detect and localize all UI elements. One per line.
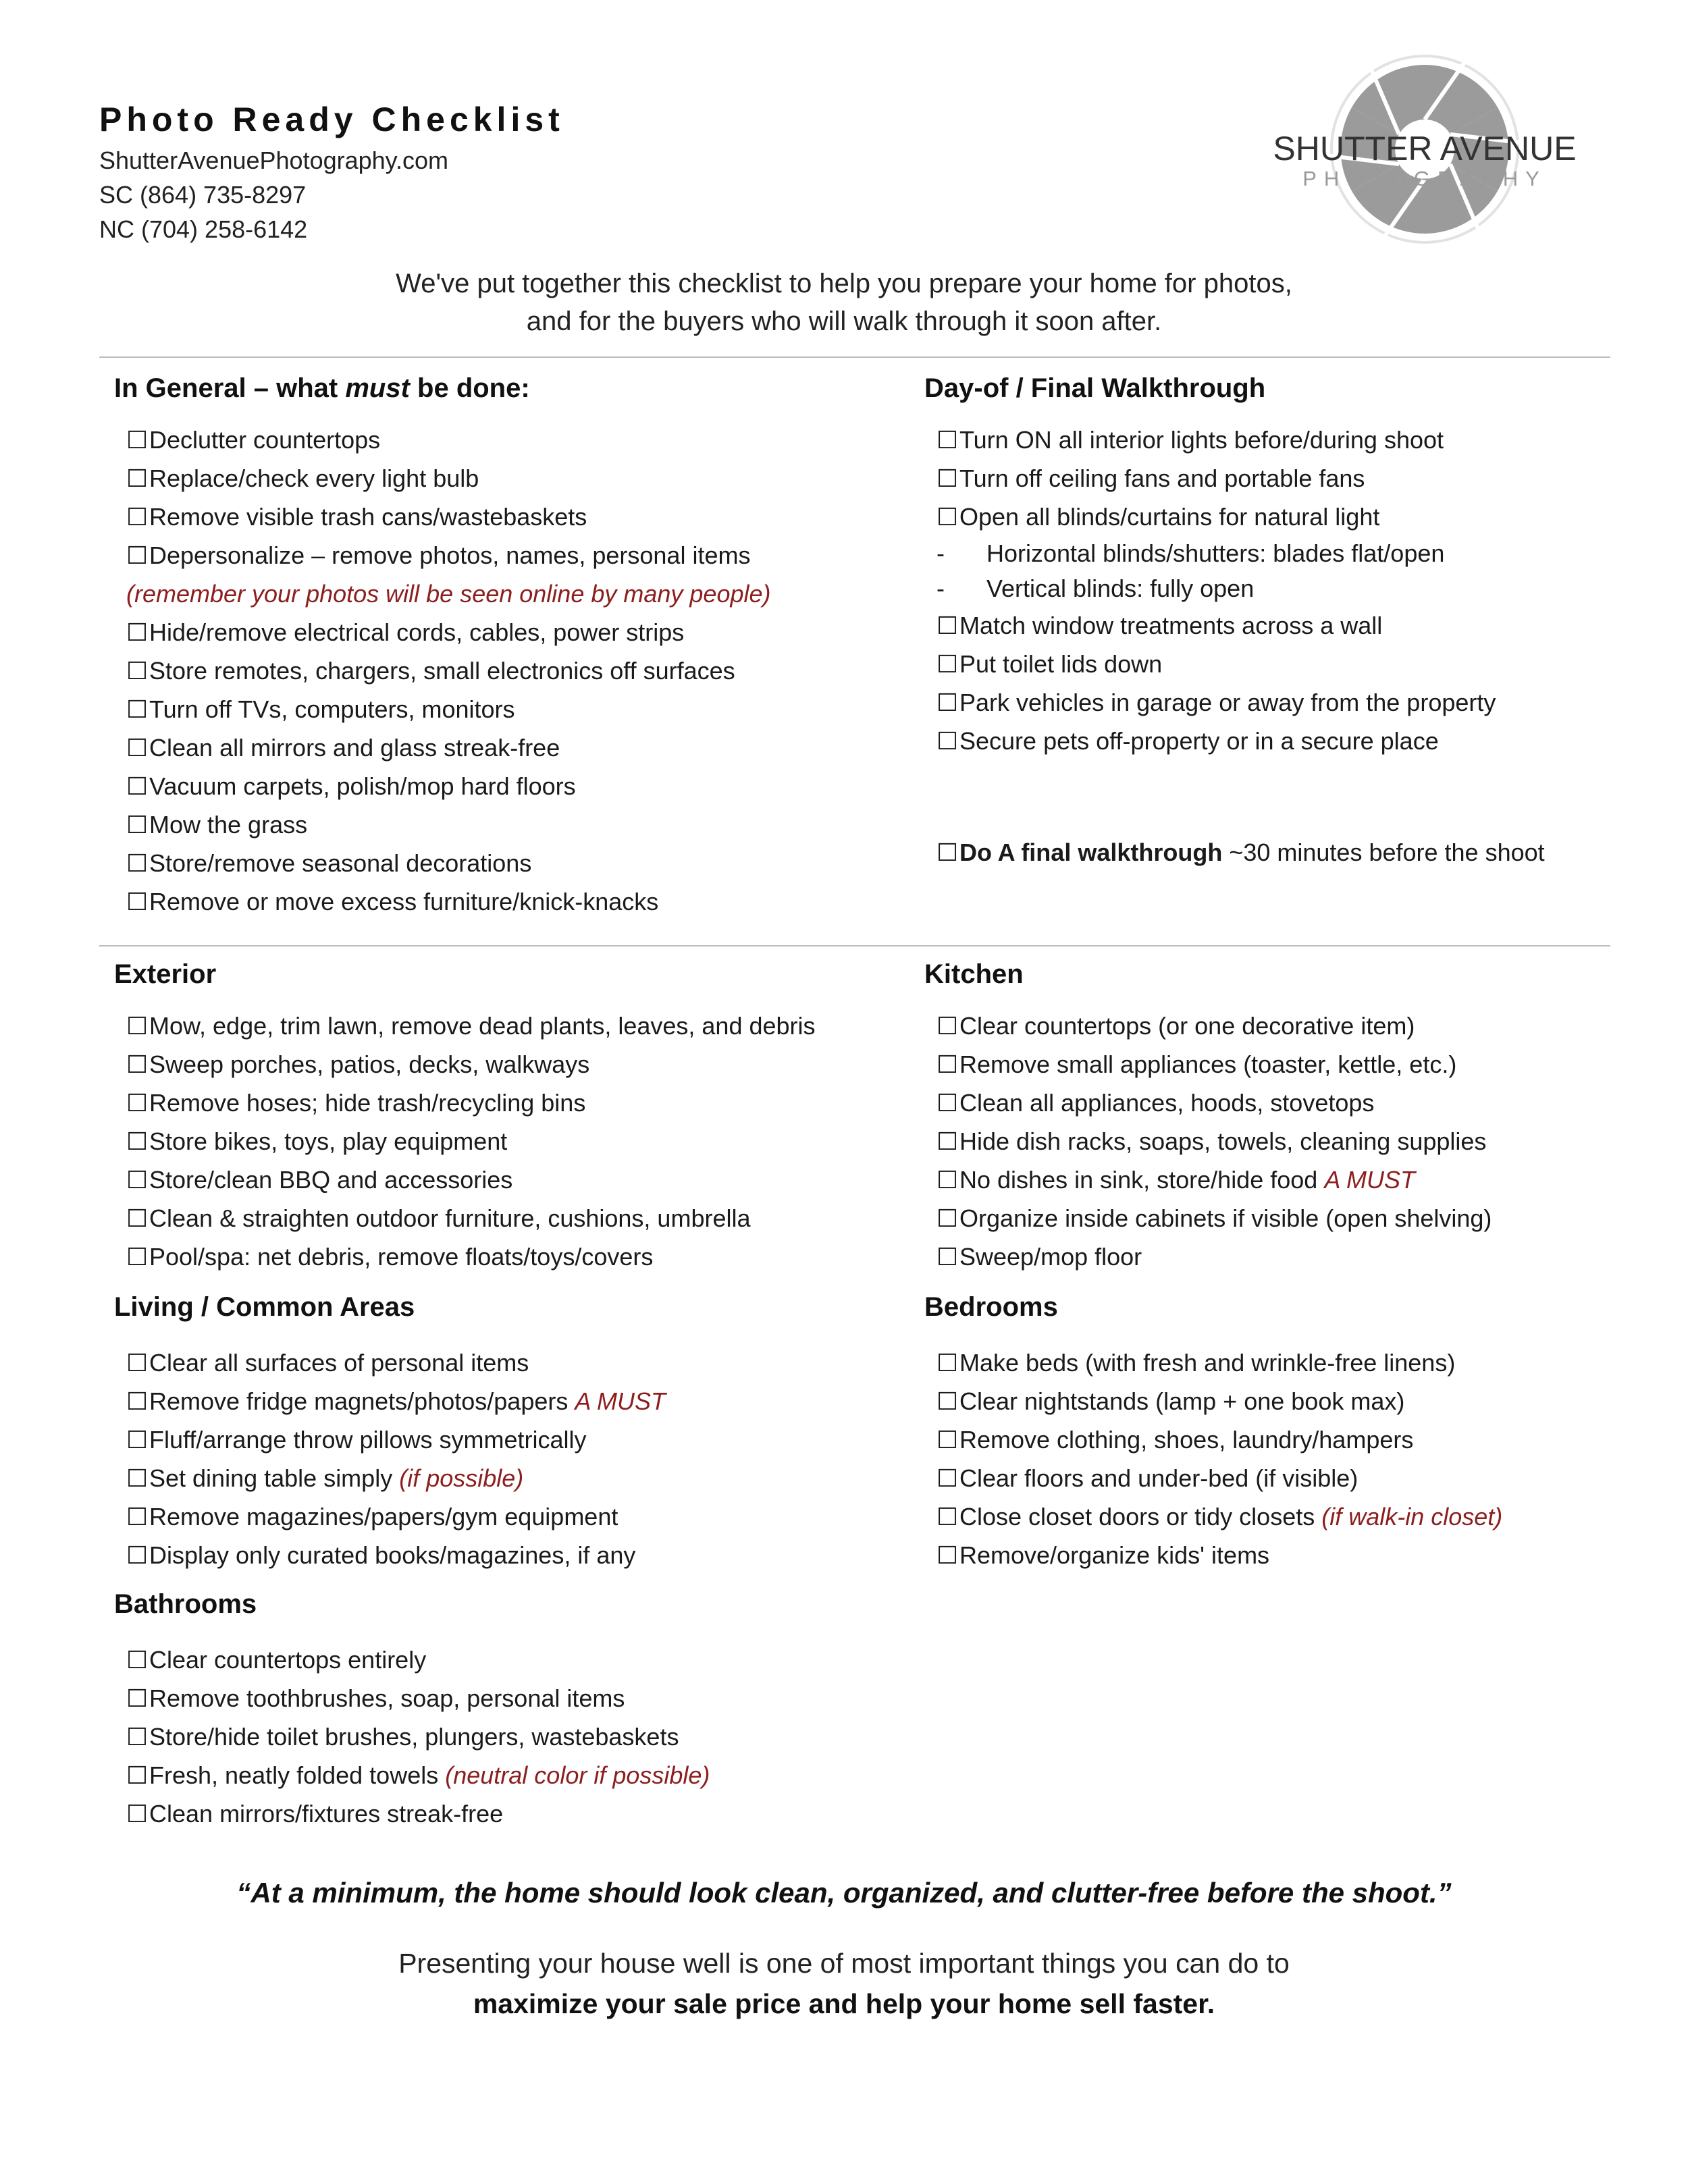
checklist-item[interactable]: ☐Match window treatments across a wall <box>937 606 1686 645</box>
checklist-item[interactable]: ☐Depersonalize – remove photos, names, personal items <box>126 536 876 575</box>
logo-subtitle: PHOTOGRAPHY <box>1302 167 1547 190</box>
section-general <box>99 368 876 921</box>
section-dayof <box>909 368 1686 872</box>
checklist-item[interactable]: ☐Declutter countertops <box>126 421 876 459</box>
checklist-item[interactable]: ☐Hide/remove electrical cords, cables, power strips <box>126 613 876 651</box>
checkbox-icon[interactable]: ☐ <box>126 734 149 762</box>
checklist-item[interactable]: ☐Clean all mirrors and glass streak-free <box>126 728 876 767</box>
checklist-item[interactable]: ☐Store/clean BBQ and accessories <box>126 1161 876 1199</box>
website-link[interactable]: ShutterAvenuePhotography.com <box>99 147 449 174</box>
checklist-item[interactable]: ☐Remove toothbrushes, soap, personal items <box>126 1679 876 1717</box>
checkbox-icon[interactable]: ☐ <box>937 1127 959 1155</box>
checklist-item[interactable]: ☐Mow, edge, trim lawn, remove dead plants, leaves, and debris <box>126 1007 876 1045</box>
checkbox-icon[interactable]: ☐ <box>937 464 959 492</box>
checkbox-icon[interactable]: ☐ <box>126 1349 149 1377</box>
intro-line-2: and for the buyers who will walk through it soon after. <box>526 307 1162 336</box>
checklist-item[interactable]: ☐Remove small appliances (toaster, kettle, etc.) <box>937 1045 1686 1084</box>
checklist-item[interactable]: ☐Clear nightstands (lamp + one book max) <box>937 1382 1686 1420</box>
checkbox-icon[interactable]: ☐ <box>937 1012 959 1040</box>
phone-sc: SC (864) 735-8297 <box>99 181 307 209</box>
checklist-item[interactable]: ☐Turn off ceiling fans and portable fans <box>937 459 1686 498</box>
checkbox-icon[interactable]: ☐ <box>937 1503 959 1530</box>
checkbox-icon[interactable]: ☐ <box>126 1541 149 1569</box>
checkbox-icon[interactable]: ☐ <box>937 1089 959 1117</box>
closing-text <box>0 1943 1688 2024</box>
checkbox-icon[interactable]: ☐ <box>126 1723 149 1751</box>
general-note: (remember your photos will be seen online by many people) <box>126 580 771 608</box>
checkbox-icon[interactable]: ☐ <box>937 1243 959 1271</box>
checklist-item[interactable]: ☐Clear countertops entirely <box>126 1641 876 1679</box>
phone-nc: NC (704) 258-6142 <box>99 215 308 243</box>
checkbox-icon[interactable]: ☐ <box>126 772 149 800</box>
checklist-item[interactable]: ☐Pool/spa: net debris, remove floats/toys/covers <box>126 1237 876 1276</box>
checklist-item[interactable]: ☐Replace/check every light bulb <box>126 459 876 498</box>
checklist-item[interactable]: ☐Store bikes, toys, play equipment <box>126 1122 876 1161</box>
section-exterior <box>99 954 876 1276</box>
checkbox-icon[interactable]: ☐ <box>937 1349 959 1377</box>
checkbox-icon[interactable]: ☐ <box>126 849 149 877</box>
checkbox-icon[interactable]: ☐ <box>937 650 959 678</box>
checklist-item[interactable]: ☐Remove hoses; hide trash/recycling bins <box>126 1084 876 1122</box>
checkbox-icon[interactable]: ☐ <box>126 1800 149 1828</box>
checklist-item[interactable]: ☐Set dining table simply (if possible) <box>126 1459 876 1497</box>
divider-top <box>99 356 1610 358</box>
checkbox-icon[interactable]: ☐ <box>126 426 149 454</box>
checklist-item[interactable]: ☐Turn ON all interior lights before/during shoot <box>937 421 1686 459</box>
page-title: Photo Ready Checklist <box>99 101 564 138</box>
checklist-item[interactable]: ☐No dishes in sink, store/hide food A MUST <box>937 1161 1686 1199</box>
section-title-exterior: Exterior <box>114 959 217 989</box>
checkbox-icon[interactable]: ☐ <box>126 1464 149 1492</box>
checkbox-icon[interactable]: ☐ <box>126 1503 149 1530</box>
checkbox-icon[interactable]: ☐ <box>126 1127 149 1155</box>
checkbox-icon[interactable]: ☐ <box>126 1243 149 1271</box>
checklist-item[interactable]: ☐Close closet doors or tidy closets (if walk-in closet) <box>937 1497 1686 1536</box>
checkbox-icon[interactable]: ☐ <box>126 1387 149 1415</box>
checkbox-icon[interactable]: ☐ <box>126 1646 149 1674</box>
section-title-dayof: Day-of / Final Walkthrough <box>924 373 1266 403</box>
section-title-bedrooms: Bedrooms <box>924 1292 1058 1322</box>
checklist-item[interactable]: ☐Vacuum carpets, polish/mop hard floors <box>126 767 876 805</box>
checkbox-icon[interactable]: ☐ <box>937 727 959 755</box>
checkbox-icon[interactable]: ☐ <box>937 1464 959 1492</box>
checklist-item[interactable]: ☐Store remotes, chargers, small electronics off surfaces <box>126 651 876 690</box>
checkbox-icon[interactable]: ☐ <box>937 612 959 639</box>
checklist-item[interactable]: ☐Remove fridge magnets/photos/papers A MUST <box>126 1382 876 1420</box>
contact-info <box>99 143 448 246</box>
section-title-living: Living / Common Areas <box>114 1292 415 1322</box>
checkbox-icon[interactable]: ☐ <box>126 1050 149 1078</box>
section-kitchen <box>909 954 1686 1276</box>
checklist-item-final-walkthrough[interactable]: ☐Do A final walkthrough ~30 minutes before the shoot <box>937 833 1686 872</box>
checklist-item[interactable]: ☐Fluff/arrange throw pillows symmetrically <box>126 1420 876 1459</box>
checkbox-icon[interactable]: ☐ <box>937 689 959 716</box>
checkbox-icon[interactable]: ☐ <box>126 1761 149 1789</box>
checklist-item[interactable]: ☐Open all blinds/curtains for natural light <box>937 498 1686 536</box>
section-bedrooms <box>909 1287 1686 1574</box>
logo <box>1256 51 1593 267</box>
checklist-item[interactable]: ☐Turn off TVs, computers, monitors <box>126 690 876 728</box>
checkbox-icon[interactable]: ☐ <box>126 811 149 838</box>
checklist-item[interactable]: ☐Sweep porches, patios, decks, walkways <box>126 1045 876 1084</box>
section-title-bathrooms: Bathrooms <box>114 1589 257 1619</box>
checklist-item[interactable]: ☐Clean mirrors/fixtures streak-free <box>126 1794 876 1833</box>
section-living <box>99 1287 876 1574</box>
checklist-item[interactable]: ☐Put toilet lids down <box>937 645 1686 683</box>
section-title-general: In General – what must be done: <box>114 373 530 403</box>
footer-quote: “At a minimum, the home should look clean, organized, and clutter-free before the shoot.” <box>236 1877 1452 1909</box>
checklist-item[interactable]: ☐Park vehicles in garage or away from the property <box>937 683 1686 722</box>
checklist-item[interactable]: ☐Mow the grass <box>126 805 876 844</box>
checklist-item[interactable]: ☐Store/hide toilet brushes, plungers, wastebaskets <box>126 1717 876 1756</box>
section-bathrooms <box>99 1584 876 1833</box>
closing-line-1: Presenting your house well is one of most important things you can do to <box>398 1948 1290 1979</box>
checklist-item[interactable]: ☐Hide dish racks, soaps, towels, cleaning supplies <box>937 1122 1686 1161</box>
checklist-item[interactable]: ☐Remove clothing, shoes, laundry/hampers <box>937 1420 1686 1459</box>
intro-line-1: We've put together this checklist to help you prepare your home for photos, <box>396 269 1292 298</box>
divider-middle <box>99 945 1610 947</box>
checklist-item[interactable]: ☐Clear floors and under-bed (if visible) <box>937 1459 1686 1497</box>
intro-text <box>0 265 1688 340</box>
checklist-item[interactable]: ☐Secure pets off-property or in a secure place <box>937 722 1686 760</box>
checkbox-icon[interactable]: ☐ <box>937 1426 959 1454</box>
checkbox-icon[interactable]: ☐ <box>126 1089 149 1117</box>
checklist-item[interactable]: ☐Remove visible trash cans/wastebaskets <box>126 498 876 536</box>
checklist-item[interactable]: ☐Sweep/mop floor <box>937 1237 1686 1276</box>
checkbox-icon[interactable]: ☐ <box>937 838 959 866</box>
checkbox-icon[interactable]: ☐ <box>937 1387 959 1415</box>
checkbox-icon[interactable]: ☐ <box>126 888 149 915</box>
closing-line-2: maximize your sale price and help your home sell faster. <box>473 1988 1215 2019</box>
checkbox-icon[interactable]: ☐ <box>126 618 149 646</box>
checklist-item[interactable]: ☐Clear all surfaces of personal items <box>126 1343 876 1382</box>
checklist-item[interactable]: ☐Organize inside cabinets if visible (open shelving) <box>937 1199 1686 1237</box>
checklist-item[interactable]: ☐Clean all appliances, hoods, stovetops <box>937 1084 1686 1122</box>
section-title-kitchen: Kitchen <box>924 959 1024 989</box>
checkbox-icon[interactable]: ☐ <box>937 1050 959 1078</box>
checkbox-icon[interactable]: ☐ <box>937 426 959 454</box>
checklist-item[interactable]: ☐Clean & straighten outdoor furniture, cushions, umbrella <box>126 1199 876 1237</box>
checkbox-icon[interactable]: ☐ <box>126 1166 149 1194</box>
checkbox-icon[interactable]: ☐ <box>126 695 149 723</box>
checklist-item[interactable]: ☐Clear countertops (or one decorative item) <box>937 1007 1686 1045</box>
checkbox-icon[interactable]: ☐ <box>126 1012 149 1040</box>
checkbox-icon[interactable]: ☐ <box>126 1426 149 1454</box>
checklist-item[interactable]: ☐Make beds (with fresh and wrinkle-free linens) <box>937 1343 1686 1382</box>
checkbox-icon[interactable]: ☐ <box>126 464 149 492</box>
checkbox-icon[interactable]: ☐ <box>126 1204 149 1232</box>
logo-name: SHUTTER AVENUE <box>1273 130 1577 167</box>
checklist-item[interactable]: ☐Fresh, neatly folded towels (neutral color if possible) <box>126 1756 876 1794</box>
checkbox-icon[interactable]: ☐ <box>126 657 149 685</box>
checklist-item[interactable]: ☐Remove magazines/papers/gym equipment <box>126 1497 876 1536</box>
sub-item: - Vertical blinds: fully open <box>937 575 1255 602</box>
checklist-item[interactable]: ☐Remove/organize kids' items <box>937 1536 1686 1574</box>
sub-item: - Horizontal blinds/shutters: blades flat/open <box>937 539 1445 567</box>
checkbox-icon[interactable]: ☐ <box>937 1166 959 1194</box>
checkbox-icon[interactable]: ☐ <box>937 1541 959 1569</box>
checkbox-icon[interactable]: ☐ <box>126 503 149 531</box>
checkbox-icon[interactable]: ☐ <box>126 541 149 569</box>
checklist-item[interactable]: ☐Remove or move excess furniture/knick-knacks <box>126 882 876 921</box>
checkbox-icon[interactable]: ☐ <box>937 1204 959 1232</box>
checkbox-icon[interactable]: ☐ <box>937 503 959 531</box>
checkbox-icon[interactable]: ☐ <box>126 1684 149 1712</box>
checklist-item[interactable]: ☐Display only curated books/magazines, if any <box>126 1536 876 1574</box>
checklist-item[interactable]: ☐Store/remove seasonal decorations <box>126 844 876 882</box>
